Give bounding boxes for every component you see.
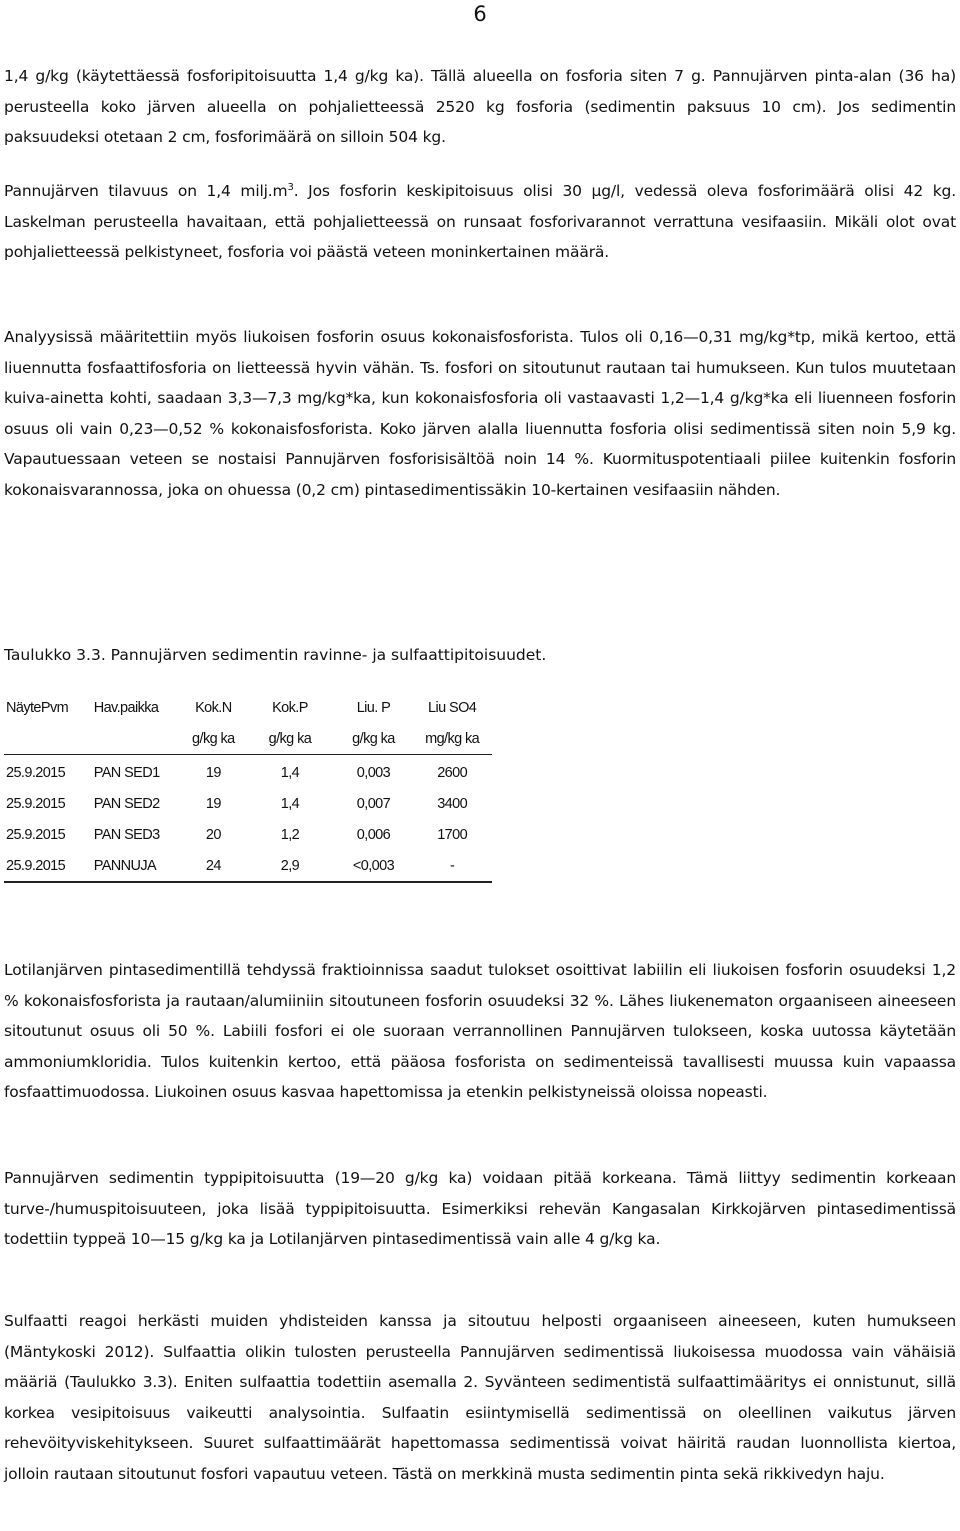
table-cell: PAN SED2 (93, 795, 160, 812)
table-cell: 25.9.2015 (6, 795, 66, 812)
table-cell: PAN SED1 (93, 764, 160, 781)
unit-cell (4, 723, 94, 755)
sediment-table-grid (4, 692, 492, 883)
paragraph-lotilanjarvi-fractionation: Lotilanjärven pintasedimentillä tehdyssä fraktioinnissa saadut tulokset osoittivat labiilin eli liukoisen fosforin osuudeksi 1,2 % kokonaisfosforista ja rautaan/alumiiniin sitoutuneen fosforin osuudeksi 32 %. Lähes liukenematon orgaaniseen aineeseen sitoutunut osuus oli 50 %. Labiili fosfori ei ole suoraan verrannollinen Pannujärven tulokseen, koska uutossa käytetään ammoniumkloridia. Tulos kuitenkin kertoo, että pääosa fosforista on sedimenteissä tavallisesti muussa kuin vapaassa fosfaattimuodossa. Liukoinen osuus kasvaa hapettomissa ja etenkin pelkistyneissä oloissa nopeasti. (4, 961, 956, 1101)
header-total-n: Kok.N (195, 699, 232, 716)
table-row (4, 850, 492, 882)
volume-sentence-start: Pannujärven tilavuus on 1,4 milj.m (4, 182, 288, 200)
table-cell: 1,4 (280, 764, 300, 781)
table-row (4, 819, 492, 850)
table-cell: 0,007 (356, 795, 391, 812)
header-sample-date: NäytePvm (6, 699, 69, 716)
table-cell: <0,003 (335, 850, 413, 882)
table-row (4, 788, 492, 819)
table-cell: 1700 (437, 826, 468, 843)
table-cell: 20 (205, 826, 221, 843)
header-total-p: Kok.P (272, 699, 308, 716)
table-cell: 2600 (437, 764, 468, 781)
table-caption: Taulukko 3.3. Pannujärven sedimentin ravinne- ja sulfaattipitoisuudet. (4, 646, 547, 664)
unit-cell (94, 723, 182, 755)
table-units-row (4, 723, 492, 755)
table-cell: 3400 (437, 795, 468, 812)
paragraph-phosphorus-sediment: 1,4 g/kg (käytettäessä fosforipitoisuutta 1,4 g/kg ka). Tällä alueella on fosforia siten 7 g. Pannujärven pinta-alan (36 ha) perusteella koko järven alueella on pohjalietteessä 2520 kg fosforia (sedimentin paksuus 10 cm). Jos sedimentin paksuudeksi otetaan 2 cm, fosforimäärä on silloin 504 kg. (4, 67, 956, 146)
table-cell: - (412, 850, 492, 882)
volume-sentence-end: . Jos fosforin keskipitoisuus olisi 30 µg/l, vedessä oleva fosforimäärä olisi 42 kg. (293, 182, 956, 200)
unit-cell: g/kg ka (335, 723, 413, 755)
table-cell: 1,4 (280, 795, 300, 812)
header-soluble-p: Liu. P (356, 699, 391, 716)
table-cell: 0,003 (356, 764, 391, 781)
paragraph-sulfate: Sulfaatti reagoi herkästi muiden yhdisteiden kanssa ja sitoutuu helposti orgaaniseen aineeseen, kuten humukseen (Mäntykoski 2012). Sulfaattia olikin tulosten perusteella Pannujärven sedimentissä liukoisessa muodossa vain vähäisiä määriä (Taulukko 3.3). Eniten sulfaattia todettiin asemalla 2. Syvänteen sedimentistä sulfaattimääritys ei onnistunut, sillä korkea vesipitoisuus vaikeutti analysointia. Sulfaatin esiintymisellä sedimentissä on oleellinen vaikutus järven rehevöityviskehitykseen. Suuret sulfaattimäärät hapettomassa sedimentissä voivat häiritä raudan luonnollista kiertoa, jolloin rautaan sitoutunut fosfori vapautuu veteen. Tästä on merkkinä musta sedimentin pinta sekä rikkivedyn haju. (4, 1312, 956, 1483)
table-cell: 2,9 (245, 850, 334, 882)
table-cell: 1,2 (280, 826, 300, 843)
paragraph-nitrogen: Pannujärven sedimentin typpipitoisuutta (19—20 g/kg ka) voidaan pitää korkeana. Tämä liittyy sedimentin korkeaan turve-/humuspitoisuuteen, joka lisää typpipitoisuutta. Esimerkiksi rehevän Kangasalan Kirkkojärven pintasedimentissä todettiin typpeä 10—15 g/kg ka ja Lotilanjärven pintasedimentissä vain alle 4 g/kg ka. (4, 1169, 956, 1248)
paragraph-lake-volume (4, 176, 956, 268)
table-cell: 25.9.2015 (6, 826, 66, 843)
table-row (4, 755, 492, 789)
table-cell: PAN SED3 (93, 826, 160, 843)
table-cell: 0,006 (356, 826, 391, 843)
unit-cell: g/kg ka (181, 723, 245, 755)
table-cell: PANNUJA (94, 850, 182, 882)
header-soluble-so4: Liu SO4 (428, 699, 477, 716)
paragraph-phosphorus-reserves: Laskelman perusteella havaitaan, että pohjalietteessä on runsaat fosforivarannot verrattuna vesifaasiin. Mikäli olot ovat pohjalietteessä pelkistyneet, fosforia voi päästä veteen moninkertainen määrä. (4, 212, 956, 261)
page-number: 6 (473, 2, 487, 26)
table-header-row (4, 692, 492, 723)
unit-cell: mg/kg ka (412, 723, 492, 755)
table-cell: 24 (181, 850, 245, 882)
sediment-table (4, 692, 492, 883)
table-cell: 25.9.2015 (6, 764, 66, 781)
paragraph-soluble-phosphorus: Analyysissä määritettiin myös liukoisen fosforin osuus kokonaisfosforista. Tulos oli 0,16—0,31 mg/kg*tp, mikä kertoo, että liuennutta fosfaattifosforia on lietteessä hyvin vähän. Ts. fosfori on sitoutunut rautaan tai humukseen. Kun tulos muutetaan kuiva-ainetta kohti, saadaan 3,3—7,3 mg/kg*ka, kun kokonaisfosforia oli vastaavasti 1,2—1,4 g/kg*ka eli liuenneen fosforin osuus oli vain 0,23—0,52 % kokonaisfosforista. Koko järven alalla liuennutta fosforia olisi sedimentissä siten noin 5,9 kg. Vapautuessaan veteen se nostaisi Pannujärven fosforisisältöä noin 14 %. Kuormituspotentiaali piilee kuitenkin fosforin kokonaisvarannossa, joka on ohuessa (0,2 cm) pintasedimentissäkin 10-kertainen vesifaasiin nähden. (4, 328, 956, 499)
unit-cell: g/kg ka (245, 723, 334, 755)
table-cell: 19 (205, 764, 221, 781)
header-site: Hav.paikka (93, 699, 159, 716)
volume-superscript: 3 (287, 181, 294, 193)
table-cell: 19 (205, 795, 221, 812)
table-cell: 25.9.2015 (4, 850, 94, 882)
